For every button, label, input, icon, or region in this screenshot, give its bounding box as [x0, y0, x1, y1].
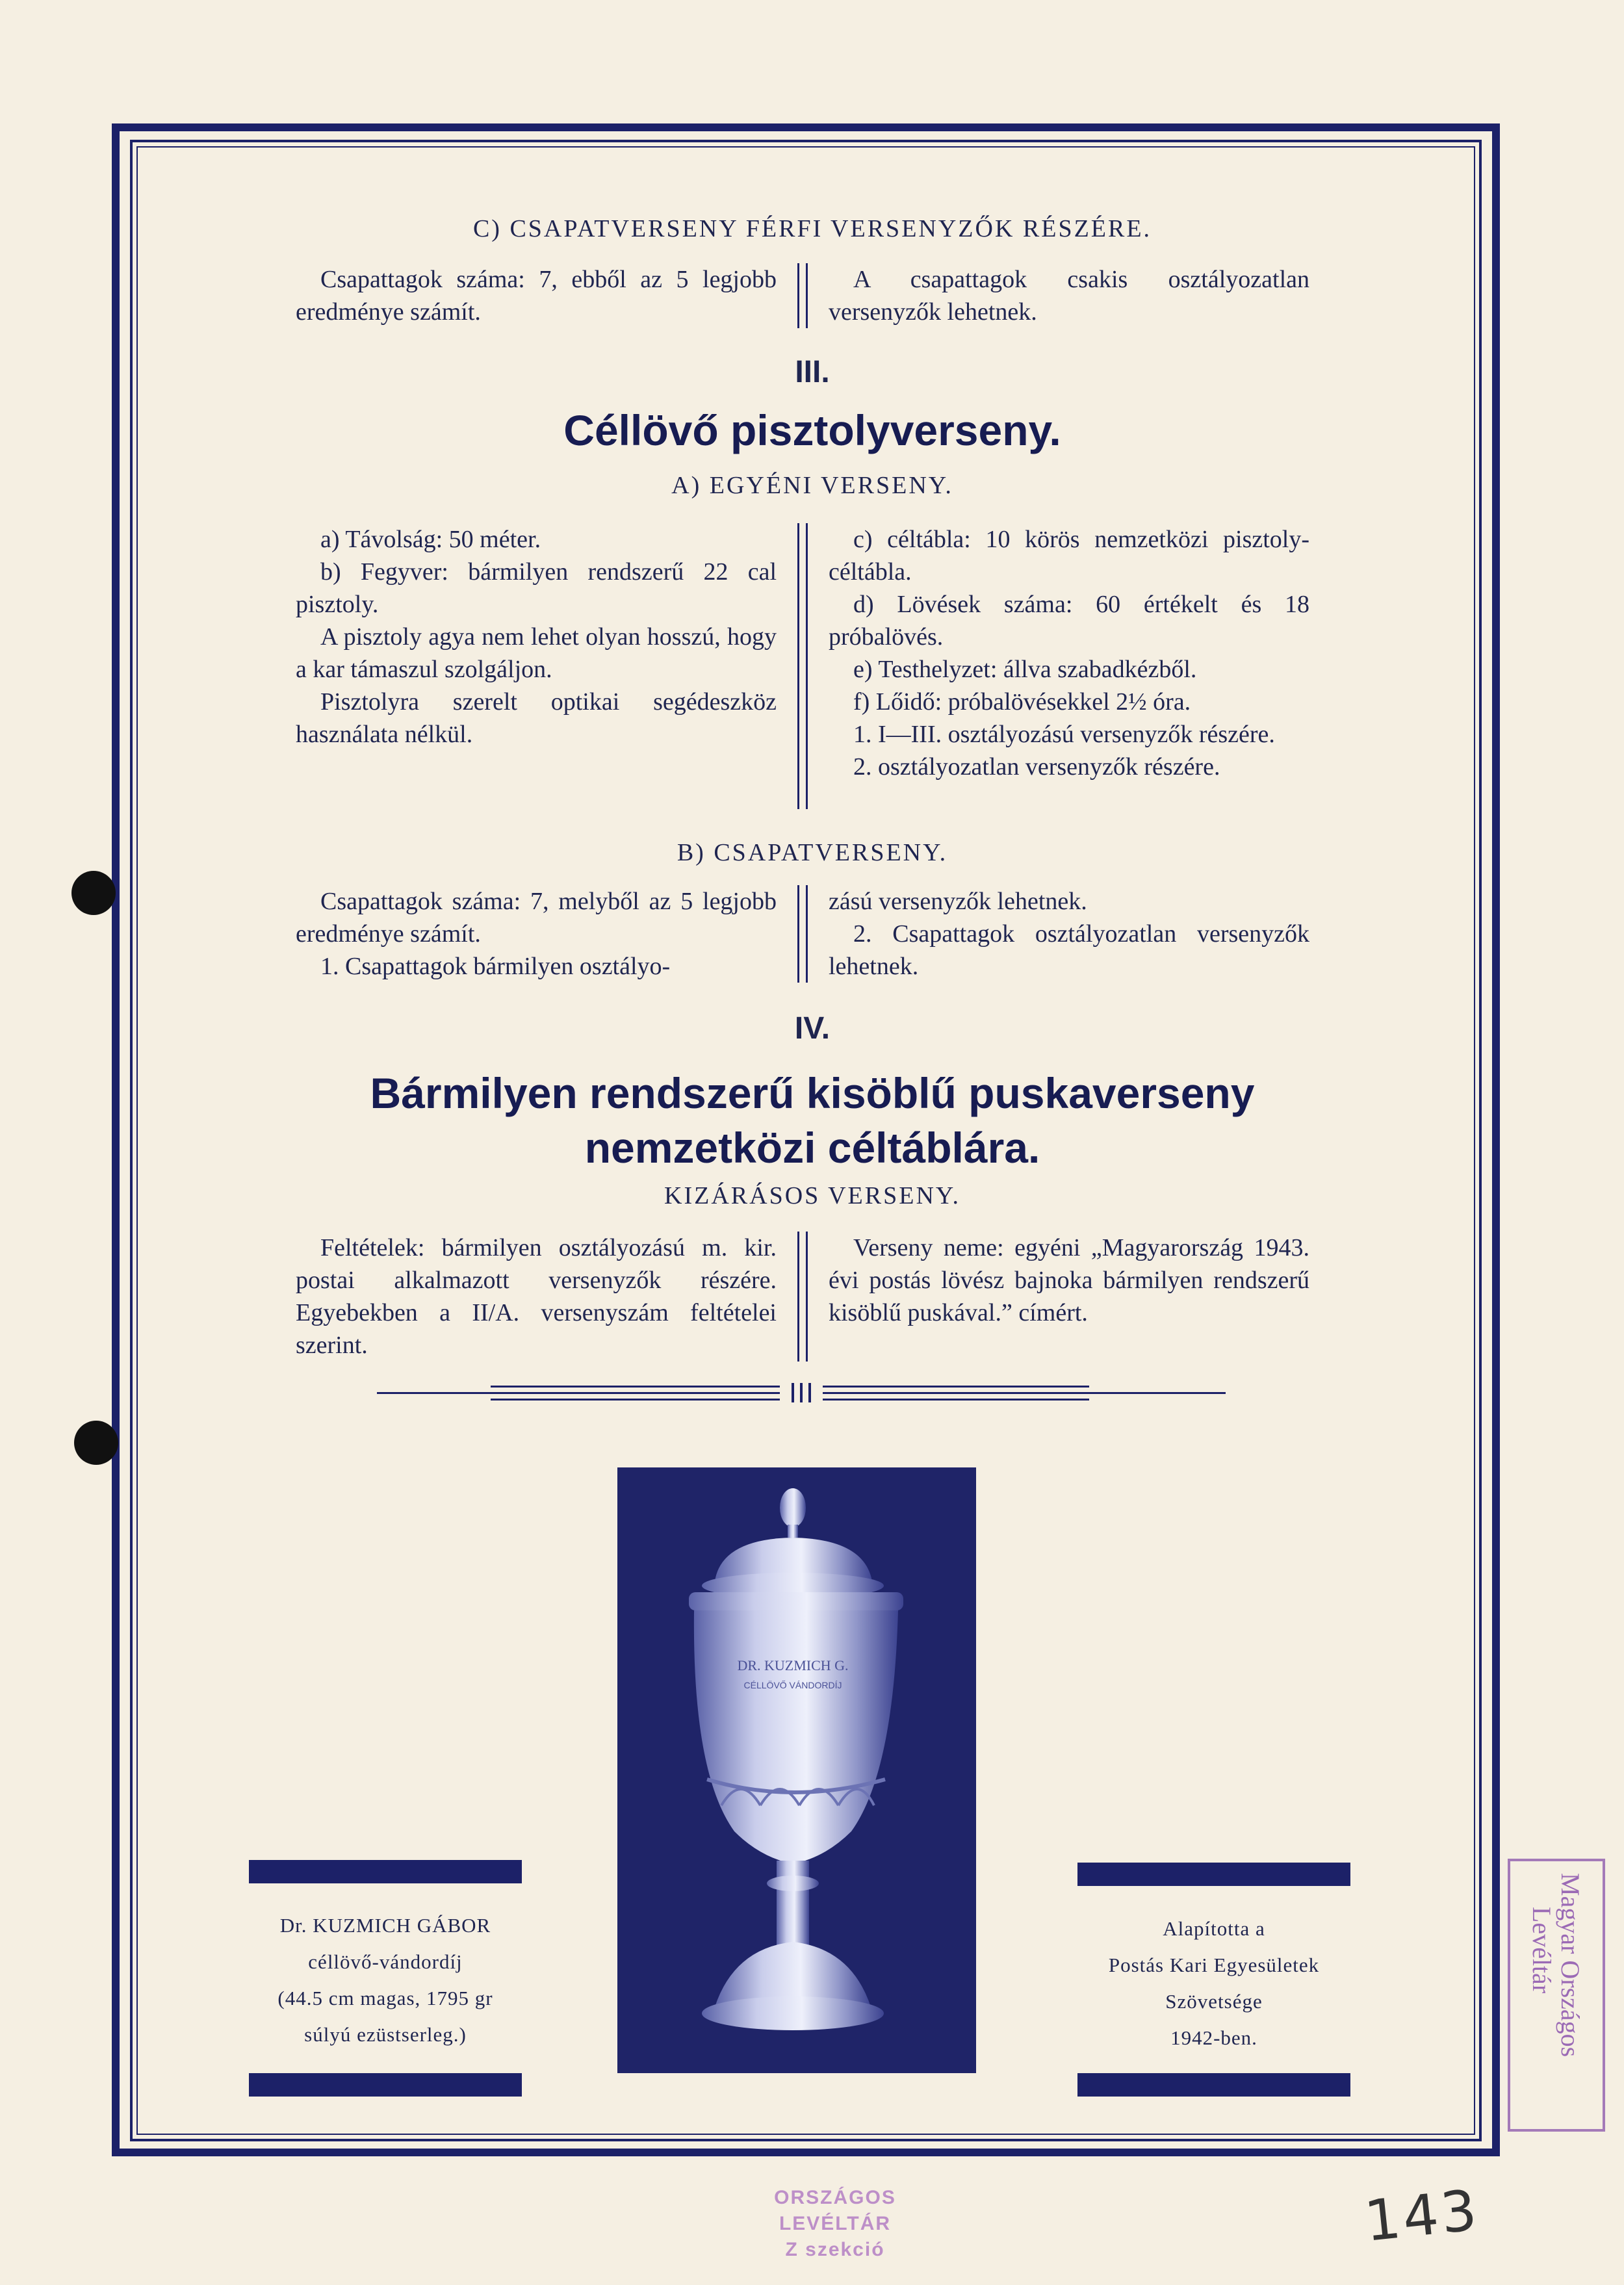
section-iv-heading: KIZÁRÁSOS VERSENY. [664, 1182, 960, 1209]
section-c-columns [296, 263, 1309, 328]
paragraph: A pisztoly agya nem lehet olyan hosszú, hogy a kar támaszul szolgáljon. [296, 623, 777, 683]
paragraph: Csapattagok száma: 7, melyből az 5 legjobb eredménye számít. [296, 888, 777, 948]
paragraph: A csapattagok csakis osztályozatlan versenyzők lehetnek. [829, 266, 1309, 326]
section-c-right [829, 263, 1309, 328]
ornament-center [792, 1383, 811, 1402]
trophy-caption [249, 1907, 522, 2053]
section-iii-title: Céllövő pisztolyverseny. [563, 406, 1061, 454]
paragraph: zású versenyzők lehetnek. [829, 888, 1087, 915]
section-iii-a-left [296, 523, 777, 751]
trophy-cup-image [617, 1467, 976, 2073]
stamp-line: Z szekció [785, 2239, 885, 2260]
paragraph: Verseny neme: egyéni „Magyarország 1943. évi postás lövész bajnoka bármilyen rendszerű kisöblű puskával.” címért. [829, 1234, 1309, 1326]
section-iv-columns [296, 1232, 1309, 1362]
punch-hole [71, 871, 116, 915]
section-iv-right [829, 1232, 1309, 1329]
founder-caption [1064, 1911, 1363, 2056]
section-c-left [296, 263, 777, 328]
section-iii-b-left [296, 885, 777, 983]
caption-line: Alapította a [1163, 1917, 1265, 1940]
stamp-line: ORSZÁGOS LEVÉLTÁR [774, 2187, 896, 2234]
ornament-line-right-upper [823, 1386, 1089, 1388]
paragraph: e) Testhelyzet: állva szabadkézből. [853, 656, 1197, 683]
section-iii-b-heading: B) CSAPATVERSENY. [677, 839, 948, 866]
ornament-line-left [377, 1392, 780, 1394]
caption-bar-right-bottom [1077, 2073, 1350, 2097]
column-divider [797, 885, 808, 983]
caption-line: Postás Kari Egyesületek [1108, 1954, 1320, 1976]
caption-bar-right-top [1077, 1863, 1350, 1886]
paragraph: 1. I—III. osztályozású versenyzők részére. [853, 721, 1275, 748]
section-iv-numeral: IV. [794, 1011, 831, 1046]
section-iv-title-line2: nemzetközi céltáblára. [584, 1124, 1040, 1172]
section-iv-left [296, 1232, 777, 1362]
column-divider [797, 263, 808, 328]
paragraph: 1. Csapattagok bármilyen osztályo- [320, 953, 671, 980]
paragraph: b) Fegyver: bármilyen rendszerű 22 cal pisztoly. [296, 558, 777, 618]
paragraph: Pisztolyra szerelt optikai segédeszköz használata nélkül. [296, 688, 777, 748]
caption-bar-left-top [249, 1860, 522, 1883]
section-iii-a-columns [296, 523, 1309, 812]
paragraph: f) Lőidő: próbalövésekkel 2½ óra. [853, 688, 1191, 716]
paragraph: c) céltábla: 10 körös nemzetközi pisztoly-céltábla. [829, 526, 1309, 586]
section-iii-a-heading: A) EGYÉNI VERSENY. [671, 472, 953, 499]
ornament-line-right [823, 1392, 1226, 1394]
caption-line: Szövetsége [1165, 1990, 1263, 2013]
paragraph: 2. Csapattagok osztályozatlan versenyzők lehetnek. [829, 920, 1309, 980]
stamp-line: Magyar Országos [1556, 1873, 1585, 2058]
caption-line: céllövő-vándordíj [308, 1950, 463, 1973]
trophy-engraving-2: CÉLLÖVŐ VÁNDORDÍJ [743, 1680, 842, 1690]
column-divider [797, 523, 808, 809]
caption-bar-left-bottom [249, 2073, 522, 2097]
ornament-line-left-upper [491, 1386, 780, 1388]
trophy-photo [617, 1467, 976, 2073]
section-iii-b-columns [296, 885, 1309, 983]
section-iii-numeral: III. [795, 355, 830, 389]
punch-hole [74, 1421, 118, 1465]
ornament-line-left-lower [491, 1399, 780, 1401]
caption-line: súlyú ezüstserleg.) [304, 2023, 467, 2046]
section-iii-a-right [829, 523, 1309, 783]
caption-line: 1942-ben. [1170, 2026, 1257, 2049]
caption-line: Dr. KUZMICH GÁBOR [279, 1914, 491, 1937]
archive-stamp [1508, 1859, 1605, 2132]
trophy-engraving-1: DR. KUZMICH G. [737, 1657, 849, 1673]
ornament-line-right-lower [823, 1399, 1089, 1401]
paragraph: Feltételek: bármilyen osztályozású m. kir. postai alkalmazott versenyzők részére. Egyebekben a II/A. versenyszám feltételei szerint. [296, 1234, 777, 1359]
column-divider [797, 1232, 808, 1362]
section-c-heading: C) CSAPATVERSENY FÉRFI VERSENYZŐK RÉSZÉRE. [472, 215, 1152, 242]
handwritten-page-number: 143 [1361, 2178, 1482, 2254]
section-iv-title-line1: Bármilyen rendszerű kisöblű puskaverseny [370, 1069, 1255, 1117]
paragraph: a) Távolság: 50 méter. [320, 526, 541, 553]
paragraph: d) Lövések száma: 60 értékelt és 18 próbalövés. [829, 591, 1309, 651]
stamp-line: Levéltár [1527, 1907, 1556, 1994]
section-iii-b-right [829, 885, 1309, 983]
section-iv-title [221, 1066, 1404, 1175]
caption-line: (44.5 cm magas, 1795 gr [277, 1987, 493, 2009]
paragraph: 2. osztályozatlan versenyzők részére. [853, 753, 1220, 781]
paragraph: Csapattagok száma: 7, ebből az 5 legjobb eredménye számít. [296, 266, 777, 326]
archive-stamp-bottom [731, 2185, 939, 2263]
